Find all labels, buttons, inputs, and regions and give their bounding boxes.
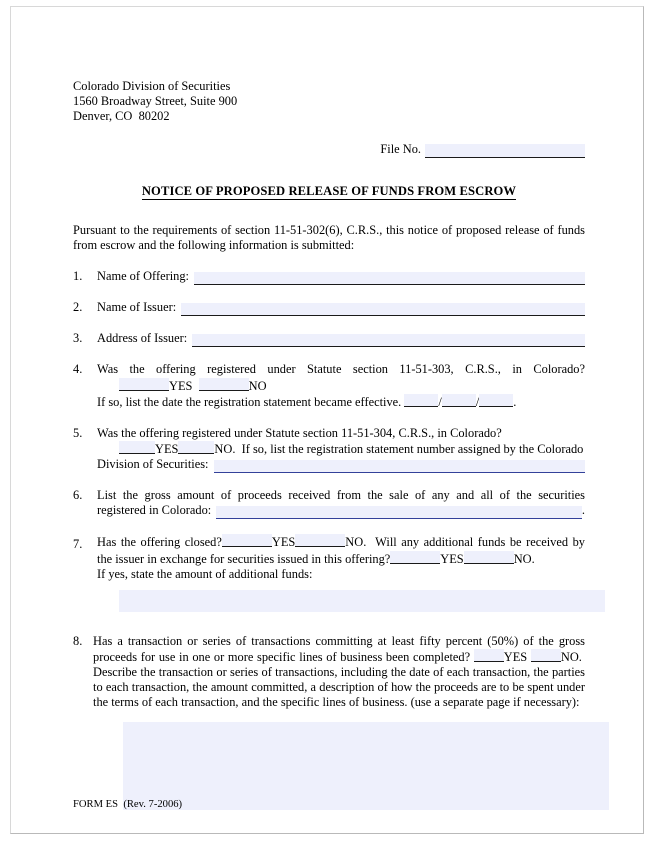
item-7-q1-label: Has the offering closed? — [97, 535, 222, 550]
item-4-followup-row — [97, 394, 585, 410]
item-4-trailing-period: . — [513, 394, 517, 409]
page-title — [73, 184, 585, 199]
document-body — [73, 79, 585, 810]
item-4 — [73, 362, 585, 409]
item-5-number: 5. — [73, 425, 83, 440]
item-4-date-day-input[interactable] — [442, 394, 476, 407]
item-7-q1-yes-input[interactable] — [222, 534, 272, 547]
item-1-label: Name of Offering: — [97, 269, 189, 284]
item-7-q2-no-label: NO. — [513, 551, 535, 566]
item-8-text — [93, 634, 585, 711]
item-8-description-input[interactable] — [123, 722, 609, 810]
agency-name: Colorado Division of Securities — [73, 79, 231, 93]
form-footer: FORM ES (Rev. 7-2006) — [73, 799, 183, 810]
item-7-number: 7. — [73, 537, 83, 552]
item-5-followup: If so, list the registration statement number assigned by the Colorado — [241, 441, 584, 456]
item-5-field-row — [97, 457, 585, 472]
item-8-yes-label: YES — [503, 649, 528, 664]
intro-paragraph: Pursuant to the requirements of section 11-51-302(6), C.R.S., this notice of proposed release of funds from escrow and the following information is submitted: — [73, 222, 585, 252]
item-4-date-sep-1: / — [438, 394, 442, 409]
item-5-yes-label: YES — [155, 441, 179, 456]
item-7-q1-yes-label: YES — [271, 535, 296, 550]
item-8-number: 8. — [73, 633, 83, 648]
item-3-input[interactable] — [192, 334, 585, 347]
item-8 — [73, 634, 585, 811]
item-6-number: 6. — [73, 488, 83, 503]
item-3-number: 3. — [73, 331, 83, 346]
item-6 — [73, 488, 585, 518]
item-3 — [73, 331, 585, 346]
item-5-yesno-row — [119, 441, 585, 457]
agency-street: 1560 Broadway Street, Suite 900 — [73, 94, 238, 109]
item-6-followup-label: registered in Colorado: — [97, 503, 212, 518]
item-5 — [73, 426, 585, 472]
item-5-question: Was the offering registered under Statute section 11-51-304, C.R.S., in Colorado? — [97, 425, 502, 440]
item-7 — [73, 534, 585, 611]
item-7-q1-no-label: NO. — [345, 535, 367, 550]
file-no-input[interactable] — [425, 144, 585, 158]
item-4-date-year-input[interactable] — [479, 394, 513, 407]
file-no-row — [73, 142, 585, 157]
item-5-followup-label: Division of Securities: — [97, 457, 209, 472]
item-7-q3-label: If yes, state the amount of additional funds: — [97, 566, 313, 581]
item-4-question: Was the offering registered under Statute section 11-51-303, C.R.S., in Colorado? — [97, 362, 585, 377]
item-2-input[interactable] — [181, 303, 585, 316]
item-7-q2-no-input[interactable] — [464, 551, 514, 564]
item-5-no-input[interactable] — [178, 441, 214, 454]
item-2 — [73, 300, 585, 315]
item-1-input[interactable] — [194, 272, 585, 285]
item-6-question: List the gross amount of proceeds received from the sale of any and all of the securities — [97, 488, 585, 503]
item-7-q2-yes-input[interactable] — [390, 551, 440, 564]
page-title-text: NOTICE OF PROPOSED RELEASE OF FUNDS FROM ESCROW — [141, 183, 517, 198]
item-7-text — [97, 534, 585, 566]
item-6-trailing-period: . — [581, 503, 585, 518]
item-5-input[interactable] — [214, 460, 585, 473]
item-4-no-label: NO — [248, 378, 267, 393]
item-8-part2: Describe the transaction or series of transactions, including the date of each transaction, the parties to each transaction, the amount committed, a description of how the proceeds are to be spent under the terms of each transaction, and the specific lines of business. (use a separate page if necessary): — [93, 665, 585, 710]
item-4-followup-label: If so, list the date the registration statement became effective. — [97, 394, 402, 409]
item-4-date-sep-2: / — [475, 394, 480, 409]
item-7-q1-no-input[interactable] — [295, 534, 345, 547]
item-5-yes-input[interactable] — [119, 441, 155, 454]
item-8-no-input[interactable] — [531, 649, 561, 662]
item-4-yes-label: YES — [169, 378, 193, 393]
item-4-yes-input[interactable] — [119, 378, 169, 391]
item-8-yes-input[interactable] — [474, 649, 504, 662]
item-7-q2-label: Will any additional funds be received by the issuer in exchange for securities issued in this offering? — [97, 535, 585, 566]
item-4-yesno-row — [119, 378, 585, 394]
item-4-date-month-input[interactable] — [404, 394, 438, 407]
item-8-part1: Has a transaction or series of transactions committing at least fifty percent (50%) of the gross proceeds for use in one or more specific lines of business been completed? — [93, 633, 585, 664]
item-7-q2-yes-label: YES — [440, 551, 464, 566]
item-3-label: Address of Issuer: — [97, 331, 188, 346]
item-7-amount-input[interactable] — [119, 590, 605, 612]
file-no-label: File No. — [380, 142, 421, 157]
agency-city-state-zip: Denver, CO 80202 — [73, 109, 170, 124]
item-8-no-label: NO. — [560, 649, 582, 664]
item-2-number: 2. — [73, 300, 83, 315]
item-1-number: 1. — [73, 269, 83, 284]
item-5-no-label: NO. — [214, 441, 236, 456]
item-4-no-input[interactable] — [199, 378, 249, 391]
item-6-field-row — [97, 503, 585, 518]
item-4-number: 4. — [73, 362, 83, 377]
item-2-label: Name of Issuer: — [97, 300, 177, 315]
item-6-input[interactable] — [216, 506, 582, 519]
page-sheet — [10, 6, 644, 834]
agency-address-block — [73, 79, 585, 124]
item-1 — [73, 269, 585, 284]
